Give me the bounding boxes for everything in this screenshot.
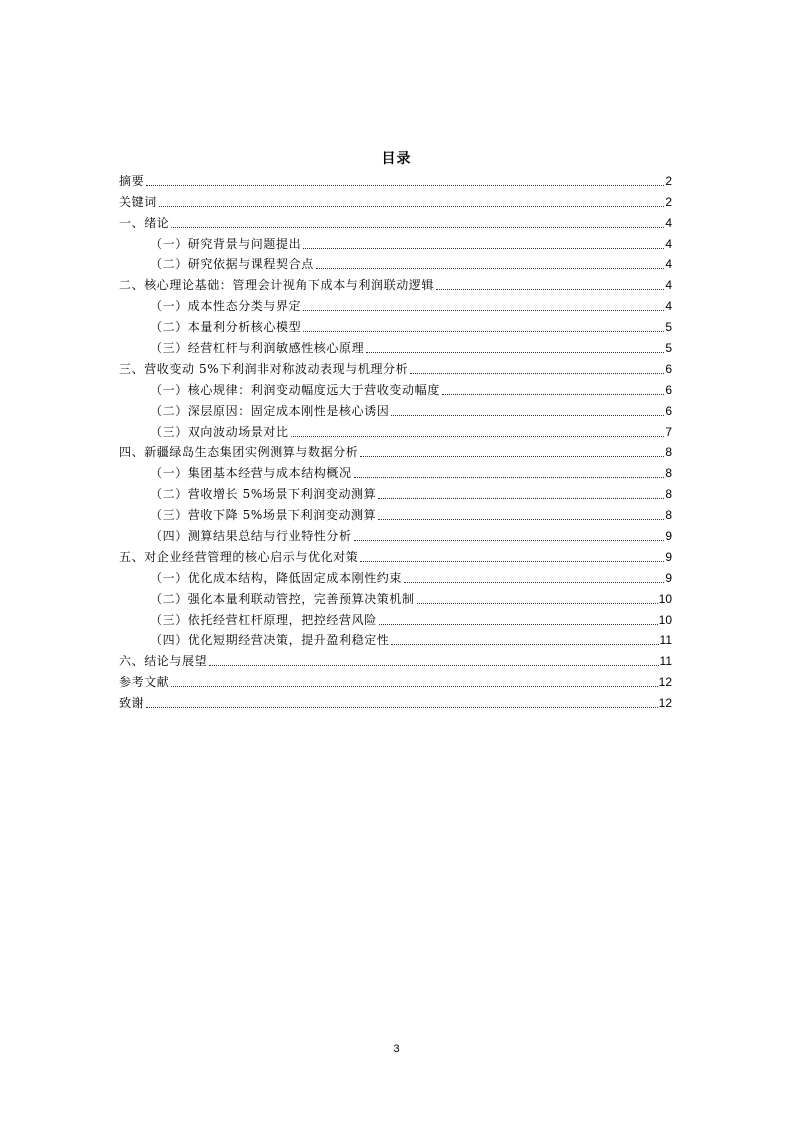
toc-leader-dots — [316, 267, 665, 269]
toc-leader-dots — [354, 539, 665, 541]
toc-entry[interactable] — [119, 377, 672, 398]
toc-entry[interactable] — [119, 648, 672, 669]
toc-entry-label: 参考文献 — [119, 675, 170, 690]
toc-entry-page: 8 — [665, 487, 672, 502]
table-of-contents — [119, 168, 672, 711]
toc-entry-label: （三）营收下降 5%场景下利润变动测算 — [150, 508, 377, 523]
toc-entry[interactable] — [119, 419, 672, 440]
toc-entry[interactable] — [119, 335, 672, 356]
toc-leader-dots — [209, 664, 658, 666]
toc-entry[interactable] — [119, 440, 672, 461]
toc-leader-dots — [159, 205, 665, 207]
page-number: 3 — [393, 1043, 400, 1055]
toc-entry-label: 六、结论与展望 — [119, 654, 208, 669]
toc-entry[interactable] — [119, 189, 672, 210]
toc-entry-page: 6 — [665, 382, 672, 397]
toc-entry-label: （二）营收增长 5%场景下利润变动测算 — [150, 487, 377, 502]
toc-entry-label: （三）依托经营杠杆原理，把控经营风险 — [150, 612, 377, 627]
toc-entry-label: 三、营收变动 5%下利润非对称波动表现与机理分析 — [119, 361, 409, 376]
toc-entry-page: 9 — [665, 570, 672, 585]
toc-leader-dots — [360, 560, 664, 562]
toc-entry-page: 6 — [665, 403, 672, 418]
toc-entry[interactable] — [119, 460, 672, 481]
toc-entry[interactable] — [119, 356, 672, 377]
toc-entry-page: 4 — [665, 299, 672, 314]
toc-entry-page: 11 — [659, 654, 672, 669]
toc-entry-label: （一）集团基本经营与成本结构概况 — [150, 466, 352, 481]
toc-leader-dots — [436, 288, 664, 290]
toc-entry-page: 9 — [665, 529, 672, 544]
toc-entry-page: 4 — [665, 278, 672, 293]
toc-entry-label: （二）研究依据与课程契合点 — [150, 257, 314, 272]
toc-entry-label: 关键词 — [119, 194, 157, 209]
toc-entry-label: 摘要 — [119, 173, 145, 188]
toc-entry-label: （一）核心规律：利润变动幅度远大于营收变动幅度 — [150, 382, 440, 397]
toc-entry[interactable] — [119, 252, 672, 273]
toc-entry-label: （三）双向波动场景对比 — [150, 424, 289, 439]
toc-entry[interactable] — [119, 481, 672, 502]
toc-leader-dots — [171, 226, 664, 228]
toc-entry-page: 4 — [665, 257, 672, 272]
toc-leader-dots — [354, 476, 665, 478]
toc-leader-dots — [303, 330, 664, 332]
toc-entry-page: 2 — [665, 194, 672, 209]
toc-leader-dots — [366, 351, 664, 353]
toc-entry[interactable] — [119, 314, 672, 335]
toc-entry-label: 二、核心理论基础：管理会计视角下成本与利润联动逻辑 — [119, 278, 435, 293]
toc-entry[interactable] — [119, 669, 672, 690]
toc-entry-label: （一）研究背景与问题提出 — [150, 236, 302, 251]
toc-entry-page: 5 — [665, 341, 672, 356]
toc-entry[interactable] — [119, 272, 672, 293]
toc-entry[interactable] — [119, 210, 672, 231]
toc-entry-label: （二）本量利分析核心模型 — [150, 320, 302, 335]
toc-leader-dots — [146, 184, 664, 186]
toc-entry-page: 8 — [665, 466, 672, 481]
toc-leader-dots — [171, 685, 657, 687]
toc-entry-label: （三）经营杠杆与利润敏感性核心原理 — [150, 341, 365, 356]
toc-entry[interactable] — [119, 293, 672, 314]
toc-entry-page: 2 — [665, 173, 672, 188]
toc-entry-label: （四）测算结果总结与行业特性分析 — [150, 529, 352, 544]
toc-leader-dots — [303, 247, 664, 249]
toc-leader-dots — [391, 643, 658, 645]
toc-entry-label: 五、对企业经营管理的核心启示与优化对策 — [119, 549, 359, 564]
toc-entry-page: 8 — [665, 445, 672, 460]
toc-leader-dots — [410, 372, 664, 374]
toc-entry-page: 6 — [665, 361, 672, 376]
toc-entry-page: 4 — [665, 236, 672, 251]
toc-entry[interactable] — [119, 544, 672, 565]
toc-entry-page: 8 — [665, 508, 672, 523]
toc-entry-page: 11 — [659, 633, 672, 648]
toc-entry[interactable] — [119, 628, 672, 649]
toc-leader-dots — [303, 309, 664, 311]
toc-entry-page: 9 — [665, 549, 672, 564]
toc-entry[interactable] — [119, 607, 672, 628]
toc-entry[interactable] — [119, 398, 672, 419]
toc-entry[interactable] — [119, 231, 672, 252]
toc-leader-dots — [378, 497, 664, 499]
toc-leader-dots — [291, 435, 665, 437]
toc-leader-dots — [417, 602, 658, 604]
toc-leader-dots — [146, 706, 657, 708]
toc-entry-label: （一）优化成本结构，降低固定成本刚性约束 — [150, 570, 403, 585]
toc-entry[interactable] — [119, 690, 672, 711]
toc-entry-label: 四、新疆绿岛生态集团实例测算与数据分析 — [119, 445, 359, 460]
toc-entry-label: 一、绪论 — [119, 215, 170, 230]
toc-entry[interactable] — [119, 168, 672, 189]
toc-entry-page: 10 — [658, 612, 672, 627]
toc-leader-dots — [391, 414, 664, 416]
toc-entry-page: 12 — [658, 696, 672, 711]
toc-leader-dots — [379, 623, 658, 625]
toc-leader-dots — [360, 455, 664, 457]
toc-entry-label: （二）强化本量利联动管控，完善预算决策机制 — [150, 591, 415, 606]
toc-entry-page: 7 — [665, 424, 672, 439]
toc-entry[interactable] — [119, 523, 672, 544]
toc-entry-label: 致谢 — [119, 696, 145, 711]
toc-entry-page: 12 — [658, 675, 672, 690]
toc-entry-label: （一）成本性态分类与界定 — [150, 299, 302, 314]
toc-entry[interactable] — [119, 565, 672, 586]
toc-entry-label: （四）优化短期经营决策，提升盈利稳定性 — [150, 633, 390, 648]
toc-leader-dots — [378, 518, 664, 520]
toc-entry-page: 5 — [665, 320, 672, 335]
toc-entry-page: 10 — [658, 591, 672, 606]
toc-leader-dots — [442, 393, 665, 395]
toc-entry[interactable] — [119, 502, 672, 523]
toc-entry-label: （二）深层原因：固定成本刚性是核心诱因 — [150, 403, 390, 418]
toc-title: 目录 — [381, 151, 412, 167]
toc-leader-dots — [404, 581, 664, 583]
toc-entry[interactable] — [119, 586, 672, 607]
toc-entry-page: 4 — [665, 215, 672, 230]
